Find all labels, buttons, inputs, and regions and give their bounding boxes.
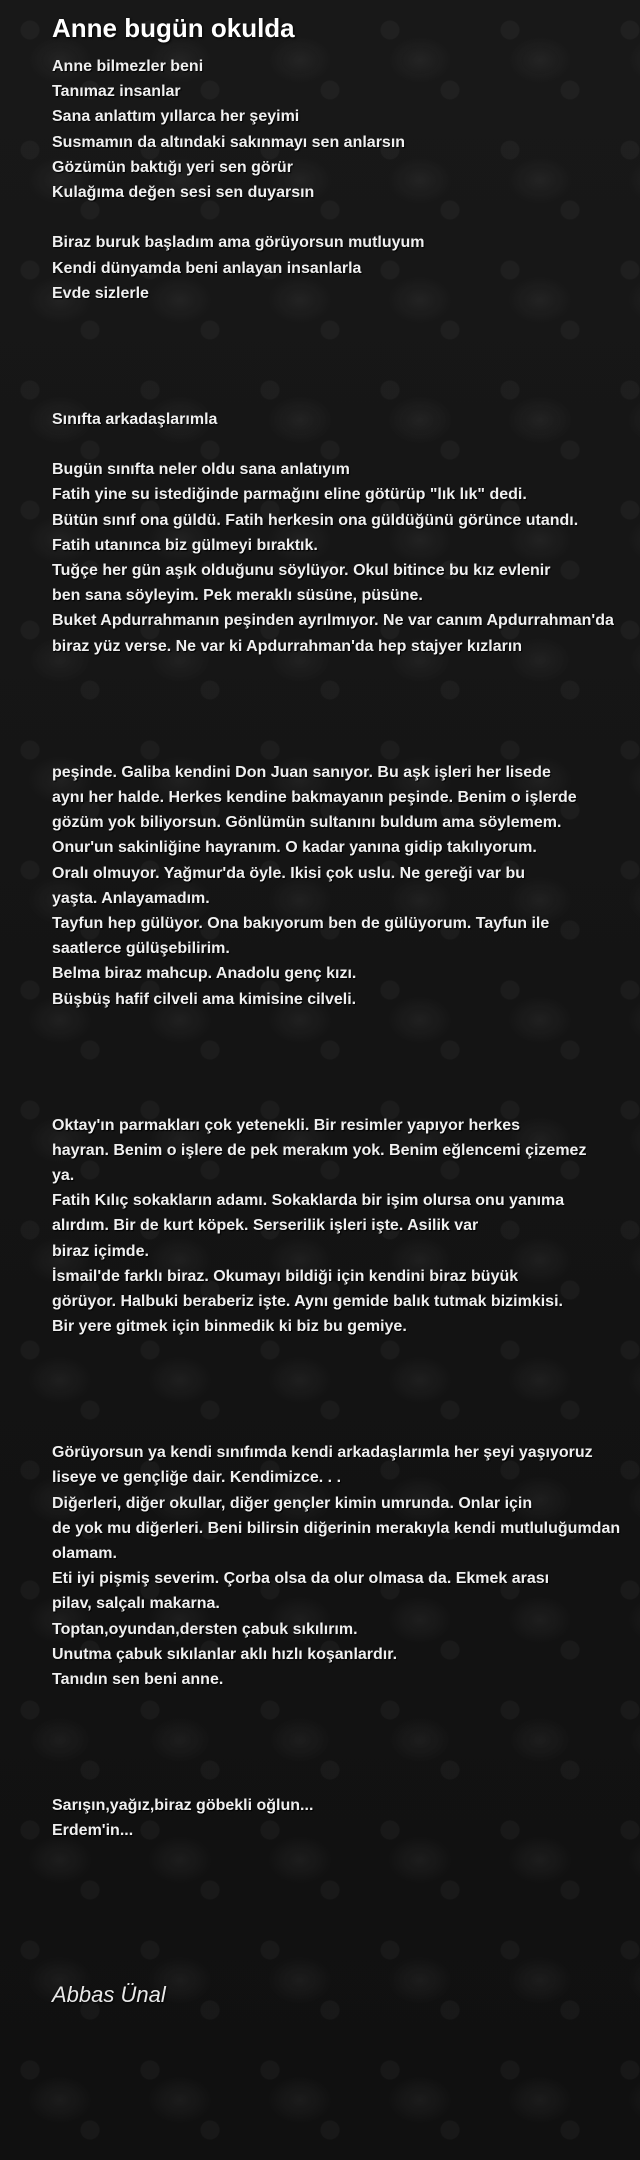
poem-blank-line <box>52 382 637 407</box>
poem-blank-line <box>52 659 637 684</box>
poem-line: Eti iyi pişmiş severim. Çorba olsa da olur olmasa da. Ekmek arası <box>52 1570 550 1588</box>
poem-blank-line <box>52 1743 637 1768</box>
poem-blank-line <box>52 356 637 381</box>
poem-blank-line <box>52 1365 637 1390</box>
poem-title: Anne bugün okulda <box>52 13 295 43</box>
poem-line: Onur'un sakinliğine hayranım. O kadar yanına gidip takılıyorum. <box>52 839 537 857</box>
poem-line: Bir yere gitmek için binmedik ki biz bu gemiye. <box>52 1318 407 1336</box>
poem-line: biraz yüz verse. Ne var ki Apdurrahman'da hep stajyer kızların <box>52 637 523 655</box>
poem-line: Erdem'in... <box>52 1822 134 1840</box>
poem-line: hayran. Benim o işlere de pek merakım yok. Benim eğlencemi çizemez <box>52 1141 587 1159</box>
poem-line: alırdım. Bir de kurt köpek. Serserilik işleri işte. Asilik var <box>52 1217 479 1235</box>
poem-line: Tayfun hep gülüyor. Ona bakıyorum ben de gülüyorum. Tayfun ile <box>52 914 550 932</box>
poem-blank-line <box>52 1037 637 1062</box>
poem-line: Buket Apdurrahmanın peşinden ayrılmıyor. Ne var canım Apdurrahman'da <box>52 612 614 630</box>
poem-line: Unutma çabuk sıkılanlar aklı hızlı koşanlardır. <box>52 1645 398 1663</box>
poem-line: Bütün sınıf ona güldü. Fatih herkesin ona güldüğünü görünce utandı. <box>52 511 579 529</box>
poem-blank-line <box>52 1087 637 1112</box>
poem-line: Gözümün baktığı yeri sen görür <box>52 158 293 176</box>
poem-blank-line <box>52 331 637 356</box>
poem-line: Fatih Kılıç sokakların adamı. Sokaklarda bir işim olursa onu yanıma <box>52 1192 565 1210</box>
poem-blank-line <box>52 1012 637 1037</box>
poem-blank-line <box>52 1390 637 1415</box>
poem-line: Diğerleri, diğer okullar, diğer gençler kimin umrunda. Onlar için <box>52 1494 533 1512</box>
poem-line: Bugün sınıfta neler oldu sana anlatıyım <box>52 461 350 479</box>
poem-line: Tuğçe her gün aşık olduğunu söylüyor. Okul bitince bu kız evlenir <box>52 562 551 580</box>
poem-line: pilav, salçalı makarna. <box>52 1595 220 1613</box>
poem-line: Oktay'ın parmakları çok yetenekli. Bir resimler yapıyor herkes <box>52 1116 521 1134</box>
poem-blank-line <box>52 684 637 709</box>
poem-line: biraz içimde. <box>52 1242 149 1260</box>
poem-line: ya. <box>52 1166 75 1184</box>
poem-line: yaşta. Anlayamadım. <box>52 889 210 907</box>
poem-line: Sınıfta arkadaşlarımla <box>52 410 218 428</box>
poem-line: olamam. <box>52 1544 117 1562</box>
poem-body <box>52 54 637 1843</box>
poem-line: Büşbüş hafif cilveli ama kimisine cilveli. <box>52 990 357 1008</box>
poem-blank-line <box>52 709 637 734</box>
poem-blank-line <box>52 1692 637 1717</box>
poem-line: saatlerce gülüşebilirim. <box>52 940 230 958</box>
poem-line: Oralı olmuyor. Yağmur'da öyle. Ikisi çok uslu. Ne gereği var bu <box>52 864 526 882</box>
poem-line: Biraz buruk başladım ama görüyorsun mutluyum <box>52 234 425 252</box>
poem-line: de yok mu diğerleri. Beni bilirsin diğerinin merakıyla kendi mutluluğumdan <box>52 1519 621 1537</box>
poem-blank-line <box>52 1062 637 1087</box>
poem-line: Anne bilmezler beni <box>52 58 204 75</box>
poem-blank-line <box>52 1415 637 1440</box>
poem-line: Kendi dünyamda beni anlayan insanlarla <box>52 259 362 277</box>
poem-line: Görüyorsun ya kendi sınıfımda kendi arkadaşlarımla her şeyi yaşıyoruz <box>52 1444 593 1462</box>
poem-line: ben sana söyleyim. Pek meraklı süsüne, püsüne. <box>52 587 423 605</box>
poem-line: peşinde. Galiba kendini Don Juan sanıyor. Bu aşk işleri her lisede <box>52 763 551 781</box>
poem-line: İsmail'de farklı biraz. Okumayı bildiği için kendini biraz büyük <box>52 1267 519 1285</box>
poem-line: Sana anlattım yıllarca her şeyimi <box>52 108 300 126</box>
poem-line: liseye ve gençliğe dair. Kendimizce. . . <box>52 1469 342 1487</box>
poem-blank-line <box>52 734 637 759</box>
poem-blank-line <box>52 1768 637 1793</box>
poem-line: görüyor. Halbuki beraberiz işte. Aynı gemide balık tutmak bizimkisi. <box>52 1292 563 1310</box>
poem-blank-line <box>52 1339 637 1364</box>
poem-line: Kulağıma değen sesi sen duyarsın <box>52 184 315 202</box>
poem-blank-line <box>52 205 637 230</box>
poem-line: gözüm yok biliyorsun. Gönlümün sultanını buldum ama söylemem. <box>52 814 562 832</box>
poem-line: Belma biraz mahcup. Anadolu genç kızı. <box>52 965 357 983</box>
poem-blank-line <box>52 306 637 331</box>
poem-line: aynı her halde. Herkes kendine bakmayanın peşinde. Benim o işlerde <box>52 788 577 806</box>
poem-blank-line <box>52 1717 637 1742</box>
poem-line: Sarışın,yağız,biraz göbekli oğlun... <box>52 1797 314 1815</box>
poem-line: Evde sizlerle <box>52 284 149 302</box>
poem-line: Fatih yine su istediğinde parmağını eline götürüp "lık lık" dedi. <box>52 486 527 504</box>
poem-author: Abbas Ünal <box>52 1982 166 2007</box>
poem-blank-line <box>52 432 637 457</box>
poem-line: Tanımaz insanlar <box>52 83 181 101</box>
poem-line: Susmamın da altındaki sakınmayı sen anlarsın <box>52 133 406 151</box>
poem-line: Toptan,oyundan,dersten çabuk sıkılırım. <box>52 1620 358 1638</box>
poem-line: Fatih utanınca biz gülmeyi bıraktık. <box>52 536 318 554</box>
poem-line: Tanıdın sen beni anne. <box>52 1671 224 1688</box>
